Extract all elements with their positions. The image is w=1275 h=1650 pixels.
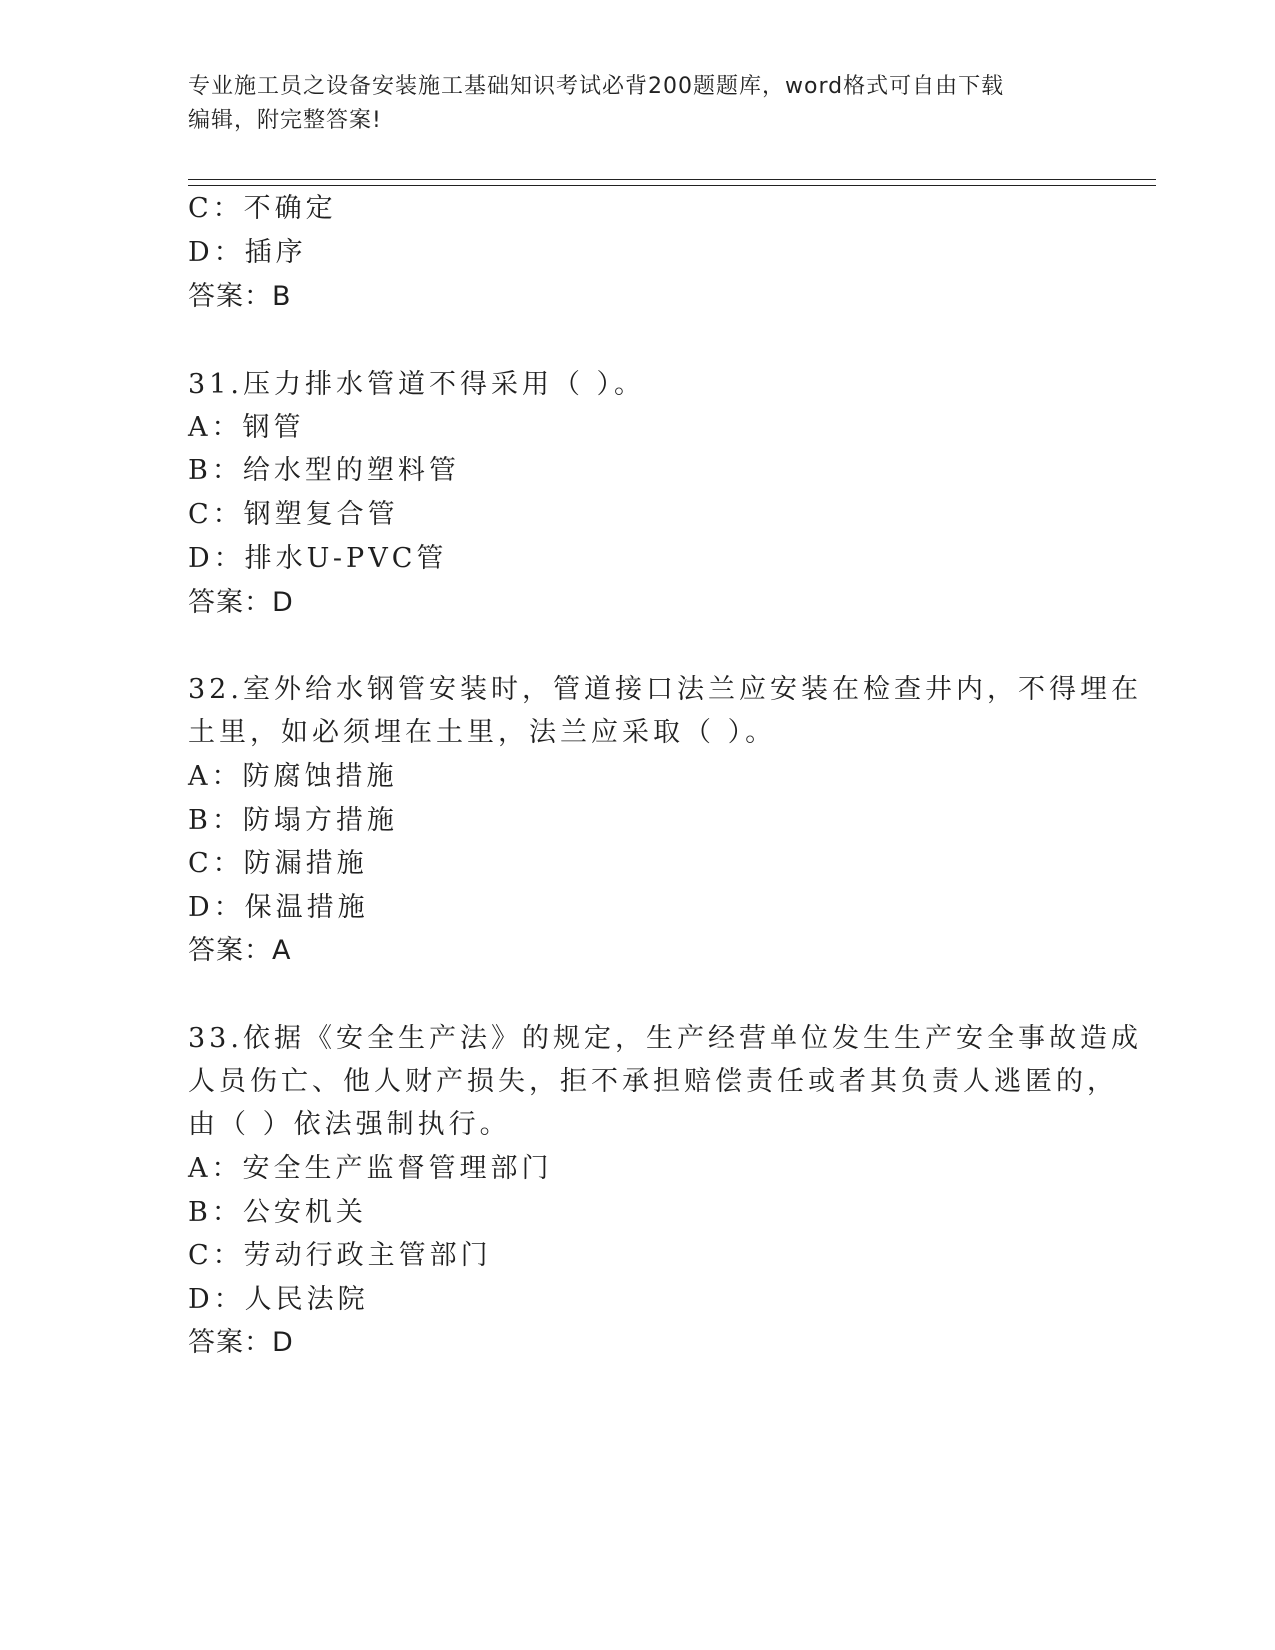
header-divider — [188, 179, 1156, 186]
q31-stem: 31.压力排水管道不得采用（ ）。 — [188, 369, 646, 400]
header-title-line-1: 专业施工员之设备安装施工基础知识考试必背200题题库，word格式可自由下载 — [188, 74, 1005, 99]
q30-option-c: C：不确定 — [188, 193, 337, 224]
q32-answer: 答案：A — [188, 935, 292, 966]
q31-option-d: D：排水U-PVC管 — [188, 543, 448, 574]
q32-option-b: B：防塌方措施 — [188, 805, 398, 836]
q31-answer: 答案：D — [188, 587, 294, 618]
q33-option-c: C：劳动行政主管部门 — [188, 1240, 492, 1271]
q31-option-b: B：给水型的塑料管 — [188, 455, 460, 486]
q32-stem-line-2: 土里，如必须埋在土里，法兰应采取（ ）。 — [188, 717, 777, 748]
q30-option-d: D：插序 — [188, 237, 307, 268]
q33-option-d: D：人民法院 — [188, 1284, 369, 1315]
q32-stem-line-1: 32.室外给水钢管安装时，管道接口法兰应安装在检查井内，不得埋在 — [188, 674, 1142, 705]
q31-option-c: C：钢塑复合管 — [188, 499, 399, 530]
q33-answer: 答案：D — [188, 1327, 294, 1358]
q32-option-c: C：防漏措施 — [188, 848, 368, 879]
q33-stem-line-2: 人员伤亡、他人财产损失，拒不承担赔偿责任或者其负责人逃匿的， — [188, 1066, 1118, 1097]
q33-option-a: A：安全生产监督管理部门 — [188, 1153, 553, 1184]
q32-option-d: D：保温措施 — [188, 892, 369, 923]
q33-stem-line-3: 由（ ）依法强制执行。 — [188, 1109, 511, 1140]
q33-option-b: B：公安机关 — [188, 1197, 367, 1228]
q30-answer: 答案：B — [188, 281, 292, 312]
q31-option-a: A：钢管 — [188, 412, 305, 443]
q33-stem-line-1: 33.依据《安全生产法》的规定，生产经营单位发生生产安全事故造成 — [188, 1023, 1142, 1054]
page-header — [188, 70, 1088, 138]
q32-option-a: A：防腐蚀措施 — [188, 761, 398, 792]
header-title-line-2: 编辑，附完整答案! — [188, 108, 382, 133]
